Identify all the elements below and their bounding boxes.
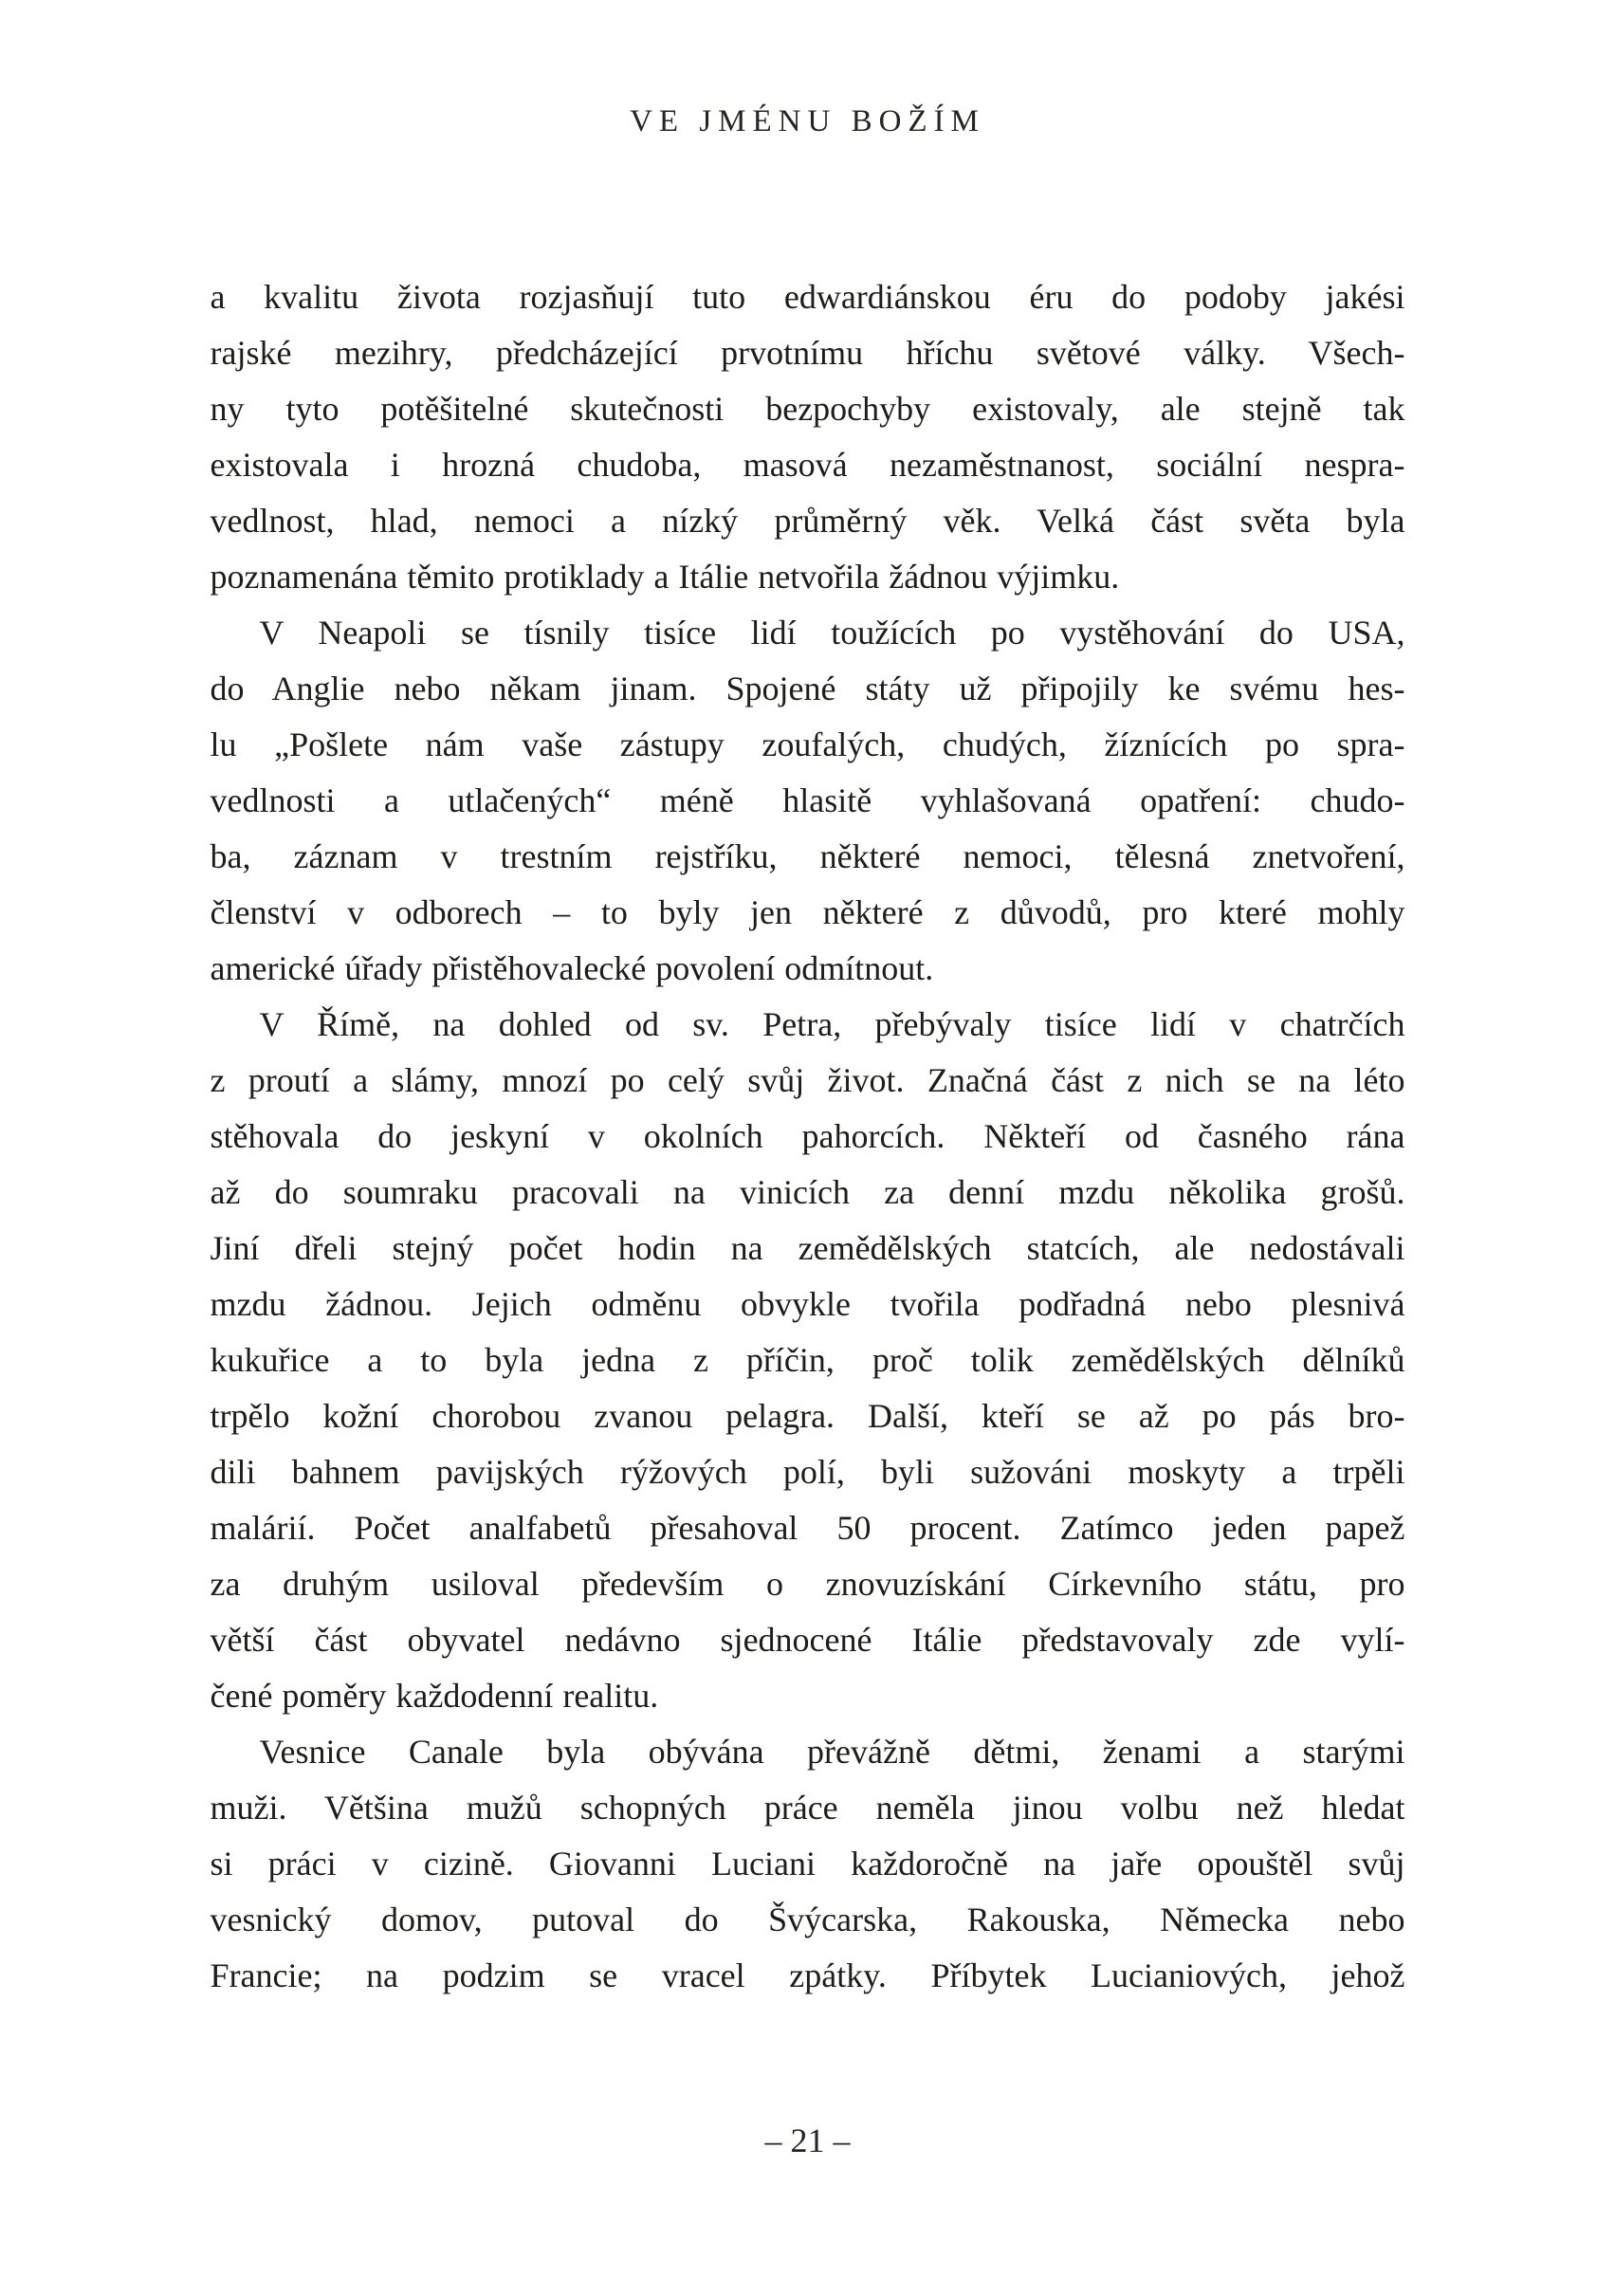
- text-line: V Neapoli se tísnily tisíce lidí toužících po vystěhování do USA,: [259, 614, 1405, 652]
- text-line: větší část obyvatel nedávno sjednocené Itálie představovaly zde vylí-: [210, 1621, 1405, 1659]
- paragraph: [211, 269, 1405, 605]
- text-line: si práci v cizině. Giovanni Luciani každoročně na jaře opouštěl svůj: [210, 1845, 1405, 1883]
- running-header: VE JMÉNU BOŽÍM: [630, 104, 985, 138]
- text-line: muži. Většina mužů schopných práce neměla jinou volbu než hledat: [210, 1789, 1405, 1827]
- text-line: malárií. Počet analfabetů přesahoval 50 procent. Zatímco jeden papež: [210, 1509, 1405, 1547]
- text-line: vedlnost, hlad, nemoci a nízký průměrný věk. Velká část světa byla: [210, 502, 1405, 540]
- text-line: dili bahnem pavijských rýžových polí, byli sužováni moskyty a trpěli: [210, 1453, 1405, 1491]
- text-line: vedlnosti a utlačených“ méně hlasitě vyhlašovaná opatření: chudo-: [210, 781, 1405, 819]
- text-line: Vesnice Canale byla obývána převážně dětmi, ženami a starými: [259, 1733, 1405, 1771]
- text-line: členství v odborech – to byly jen některé z důvodů, pro které mohly: [210, 893, 1405, 931]
- paragraph: [211, 1724, 1405, 2004]
- text-line: mzdu žádnou. Jejich odměnu obvykle tvořila podřadná nebo plesnivá: [210, 1285, 1405, 1323]
- text-line: ba, záznam v trestním rejstříku, některé nemoci, tělesná znetvoření,: [210, 837, 1405, 875]
- text-line: vesnický domov, putoval do Švýcarska, Rakouska, Německa nebo: [210, 1901, 1405, 1938]
- text-line: ny tyto potěšitelné skutečnosti bezpochyby existovaly, ale stejně tak: [210, 390, 1405, 428]
- text-line: poznamenána těmito protiklady a Itálie netvořila žádnou výjimku.: [210, 558, 1120, 596]
- paragraph: [211, 997, 1405, 1724]
- text-line: Jiní dřeli stejný počet hodin na zemědělských statcích, ale nedostávali: [210, 1229, 1405, 1267]
- text-line: a kvalitu života rozjasňují tuto edwardiánskou éru do podoby jakési: [210, 278, 1405, 316]
- text-line: americké úřady přistěhovalecké povolení odmítnout.: [210, 949, 934, 987]
- text-line: do Anglie nebo někam jinam. Spojené státy už připojily ke svému hes-: [210, 670, 1405, 707]
- text-line: rajské mezihry, předcházející prvotnímu hříchu světové války. Všech-: [210, 334, 1405, 372]
- text-line: z proutí a slámy, mnozí po celý svůj život. Značná část z nich se na léto: [210, 1061, 1405, 1099]
- text-line: stěhovala do jeskyní v okolních pahorcích. Někteří od časného rána: [210, 1117, 1405, 1155]
- text-line: až do soumraku pracovali na vinicích za denní mzdu několika grošů.: [210, 1173, 1405, 1211]
- text-line: kukuřice a to byla jedna z příčin, proč tolik zemědělských dělníků: [210, 1341, 1405, 1379]
- text-line: za druhým usiloval především o znovuzískání Církevního státu, pro: [210, 1565, 1405, 1603]
- text-line: trpělo kožní chorobou zvanou pelagra. Další, kteří se až po pás bro-: [210, 1397, 1405, 1435]
- text-line: lu „Pošlete nám vaše zástupy zoufalých, chudých, žíznících po spra-: [210, 726, 1405, 763]
- text-line: existovala i hrozná chudoba, masová nezaměstnanost, sociální nespra-: [210, 446, 1405, 484]
- text-line: čené poměry každodenní realitu.: [210, 1677, 659, 1715]
- text-line: Francie; na podzim se vracel zpátky. Příbytek Lucianiových, jehož: [210, 1956, 1405, 1994]
- paragraph: [211, 605, 1405, 997]
- text-line: V Římě, na dohled od sv. Petra, přebývaly tisíce lidí v chatrčích: [259, 1005, 1405, 1043]
- text-block: [211, 269, 1405, 2004]
- page-number: – 21 –: [764, 2122, 851, 2159]
